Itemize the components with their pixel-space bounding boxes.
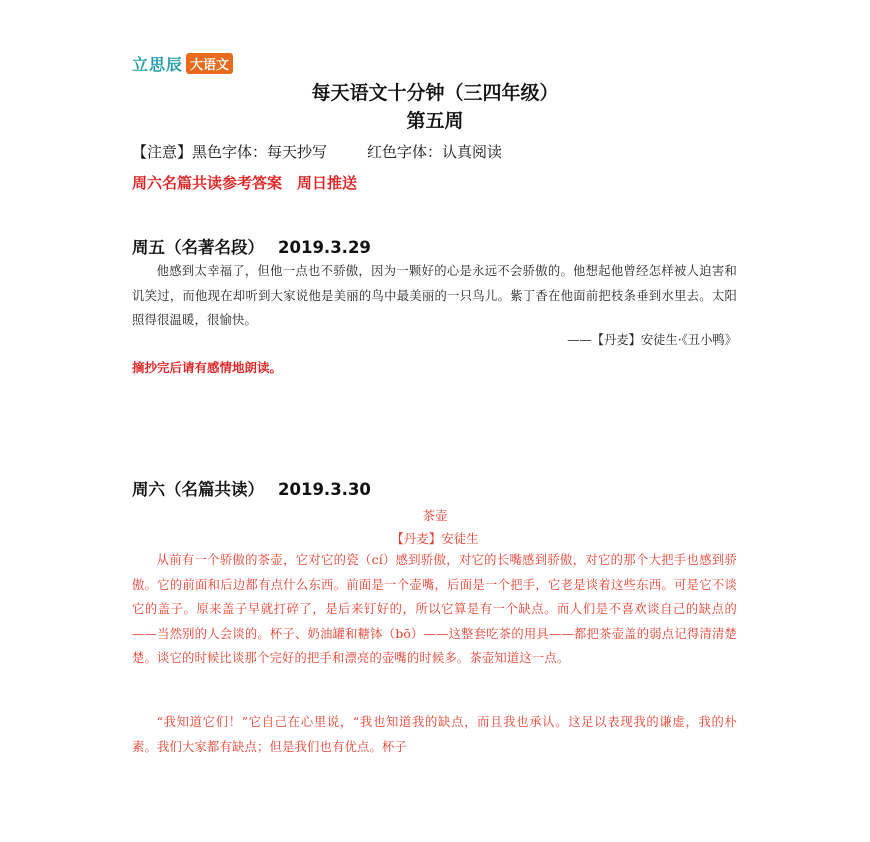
note-black: 【注意】黑色字体：每天抄写 [132,143,328,161]
answer-notice: 周六名篇共读参考答案 周日推送 [132,174,358,192]
friday-citation: ——【丹麦】安徒生·《丑小鸭》 [567,333,737,347]
page-title: 每天语文十分钟（三四年级） [311,82,559,104]
read-aloud-tip: 摘抄完后请有感情地朗读。 [132,360,283,375]
friday-passage: 他感到太幸福了，但他一点也不骄傲，因为一颗好的心是永远不会骄傲的。他想起他曾经怎样被人迫害和讥笑过，而他现在却听到大家说他是美丽的鸟中最美丽的一只鸟儿。紫丁香在他面前把枝条垂到水里去。太阳照得很温暖，很愉快。 [132,264,737,327]
saturday-heading [132,476,371,500]
story-title: 茶壶 [422,508,448,523]
story-paragraph-1: 从前有一个骄傲的茶壶，它对它的瓷（cí）感到骄傲，对它的长嘴感到骄傲，对它的那个大把手也感到骄傲。它的前面和后边都有点什么东西。前面是一个壶嘴，后面是一个把手，它老是谈着这些东西。可是它不谈它的盖子。原来盖子早就打碎了，是后来钉好的，所以它算是有一个缺点。而人们是不喜欢谈自己的缺点的——当然别的人会谈的。杯子、奶油罐和糖钵（bō）——这整套吃茶的用具——都把茶壶盖的弱点记得清清楚楚。谈它的时候比谈那个完好的把手和漂亮的壶嘴的时候多。茶壶知道这一点。 [132,553,737,665]
friday-date: 2019.3.29 [278,238,371,257]
legend-note [132,141,502,162]
saturday-date: 2019.3.30 [278,480,371,499]
week-title: 第五周 [406,110,464,132]
logo-main-text: 立思辰 [132,54,184,74]
logo-tag: 大语文 [186,53,233,74]
saturday-heading-label: 周六（名篇共读） [132,480,264,499]
story-author: 【丹麦】安徒生 [391,531,479,546]
note-red: 红色字体：认真阅读 [367,143,503,161]
friday-heading [132,234,371,258]
story-paragraph-2: “我知道它们！”它自己在心里说，“我也知道我的缺点，而且我也承认。这足以表现我的谦虚，我的朴素。我们大家都有缺点；但是我们也有优点。杯子 [132,715,737,754]
friday-heading-label: 周五（名著名段） [132,238,264,257]
brand-logo [132,52,233,74]
